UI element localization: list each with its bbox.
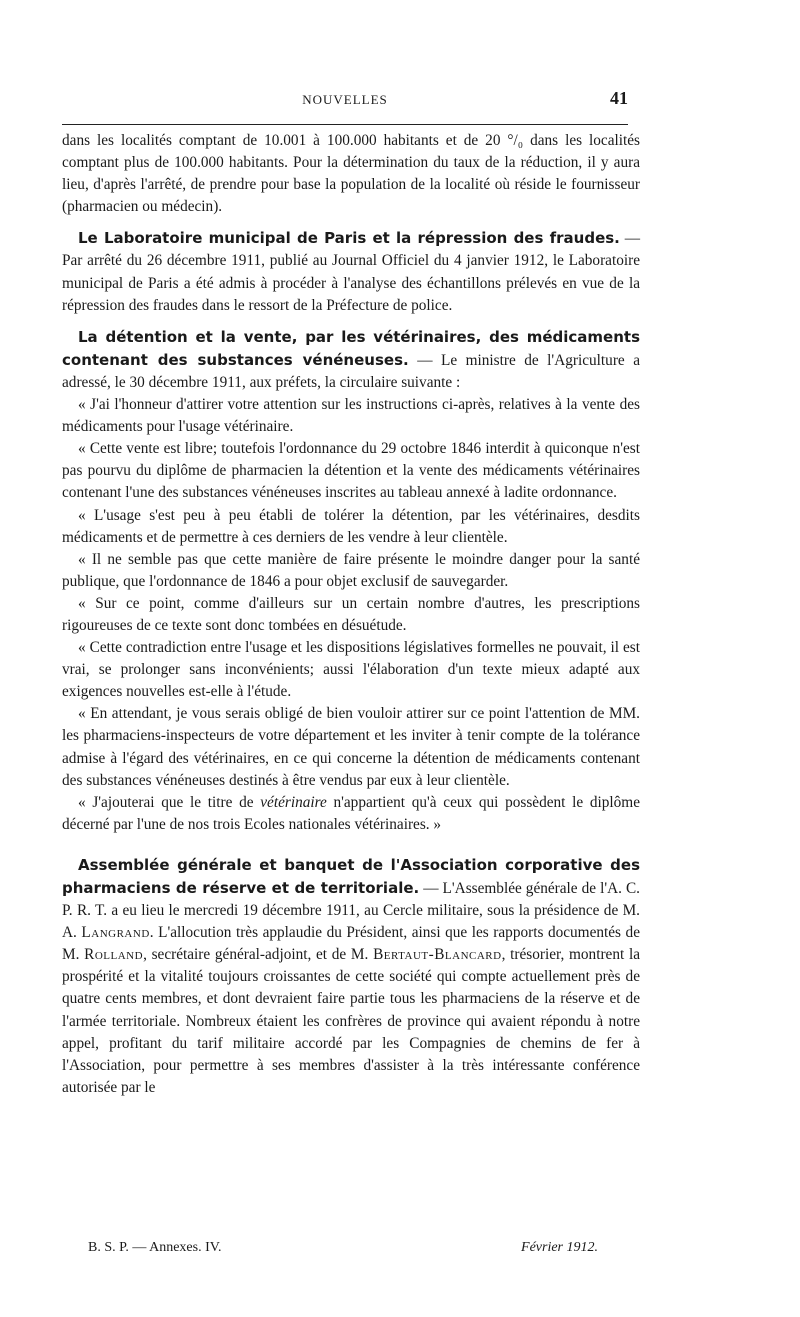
section-heading: La détention et la vente, par les vétérinaires, des médicaments contenant des substances vénéneuses. (62, 327, 640, 369)
section-text: — L'Assemblée générale de l'A. C. P. R. T. a eu lieu le mercredi 19 décembre 1911, au Cercle militaire, sous la présidence de M. A. (62, 880, 640, 942)
section-laboratoire (62, 227, 640, 316)
section-text: — Par arrêté du 26 décembre 1911, publié au Journal Officiel du 4 janvier 1912, le Laboratoire municipal de Paris a été admis à procéder à l'analyse des échantillons prélevés en vue de la répression des fraudes dans le ressort de la Préfecture de police. (62, 230, 641, 314)
quote-paragraph: « Il ne semble pas que cette manière de faire présente le moindre danger pour la santé publique, que l'ordonnance de 1846 a pour objet exclusif de sauvegarder. (62, 550, 640, 590)
quote-paragraph: « Sur ce point, comme d'ailleurs sur un certain nombre d'autres, les prescriptions rigoureuses de ce texte sont donc tombées en désuétude. (62, 594, 640, 634)
footer-date: Février 1912. (521, 1240, 598, 1255)
section-heading: Le Laboratoire municipal de Paris et la répression des fraudes. (78, 229, 620, 248)
paragraph-continuation: dans les localités comptant de 10.001 à 100.000 habitants et de 20 °/₀ dans les localités comptant plus de 100.000 habitants. Pour la détermination du taux de la réduction, il y aura lieu, d'après l'arrêté, de prendre pour base la population de la localité où réside le fournisseur (pharmacien ou médecin). (62, 132, 640, 216)
quote-paragraph: « En attendant, je vous serais obligé de bien vouloir attirer sur ce point l'attention de MM. les pharmaciens-inspecteurs de votre département et les inviter à tenir compte de la tolérance admise à l'égard des vétérinaires, en ce qui concerne la détention de médicaments contenant des substances vénéneuses destinés à être vendus par eux à leur clientèle. (62, 705, 640, 789)
section-veterinaires (62, 326, 640, 394)
quote-text: n'appartient qu'à ceux qui possèdent le diplôme décerné par l'une de nos trois Ecoles nationales vétérinaires. » (62, 793, 640, 833)
section-heading: Assemblée générale et banquet de l'Association corporative des pharmaciens de réserve et de territoriale. (62, 855, 640, 897)
person-name: Rolland (84, 946, 144, 964)
section-text: , trésorier, montrent la prospérité et la vitalité toujours croissantes de cette société qui compte actuellement près de quatre cents membres, et dont devraient faire partie tous les pharmaciens de la réserve et de l'armée territoriale. Nombreux étaient les confrères de province qui avaient répondu à notre appel, profitant du tarif militaire accordé par les Compagnies de chemins de fer à l'Association, pour permettre à ses membres d'assister à la très intéressante conférence autorisée par le (62, 946, 640, 1096)
section-text: , secrétaire général-adjoint, et de M. (143, 946, 374, 964)
running-title: NOUVELLES (302, 92, 388, 107)
quote-paragraph: « J'ai l'honneur d'attirer votre attention sur les instructions ci-après, relatives à la vente des médicaments pour l'usage vétérinaire. (62, 396, 640, 436)
person-name: Bertaut-Blancard (373, 946, 502, 964)
quote-paragraph: « L'usage s'est peu à peu établi de tolérer la détention, par les vétérinaires, desdits médicaments et de permettre à ces derniers de les vendre à leur clientèle. (62, 506, 640, 546)
person-name: Langrand (81, 924, 150, 942)
quote-paragraph: « Cette vente est libre; toutefois l'ordonnance du 29 octobre 1846 interdit à quiconque n'est pas pourvu du diplôme de pharmacien la détention et la vente des médicaments vétérinaires contenant l'une des substances vénéneuses inscrites au tableau annexé à ladite ordonnance. (62, 440, 640, 502)
page-number: 41 (610, 88, 628, 108)
header-rule (62, 124, 628, 125)
section-text: — Le ministre de l'Agriculture a adressé, le 30 décembre 1911, aux préfets, la circulaire suivante : (62, 351, 640, 391)
quote-paragraph: « Cette contradiction entre l'usage et les dispositions législatives formelles ne pouvait, il est vrai, se prolonger sans inconvénients; aussi l'élaboration d'un texte mieux adapté aux exigences nouvelles est-elle à l'étude. (62, 639, 640, 701)
footer-journal: B. S. P. — Annexes. IV. (88, 1240, 222, 1255)
page-header (62, 88, 628, 118)
page-footer (88, 1240, 598, 1262)
emphasis: vétérinaire (260, 793, 327, 811)
section-assemblee (62, 854, 640, 1099)
quote-paragraph (62, 792, 640, 836)
section-text: . L'allocution très applaudie du Président, ainsi que les rapports documentés de M. (62, 924, 640, 964)
article-body (62, 130, 640, 1099)
quote-text: « J'ajouterai que le titre de (78, 793, 261, 811)
